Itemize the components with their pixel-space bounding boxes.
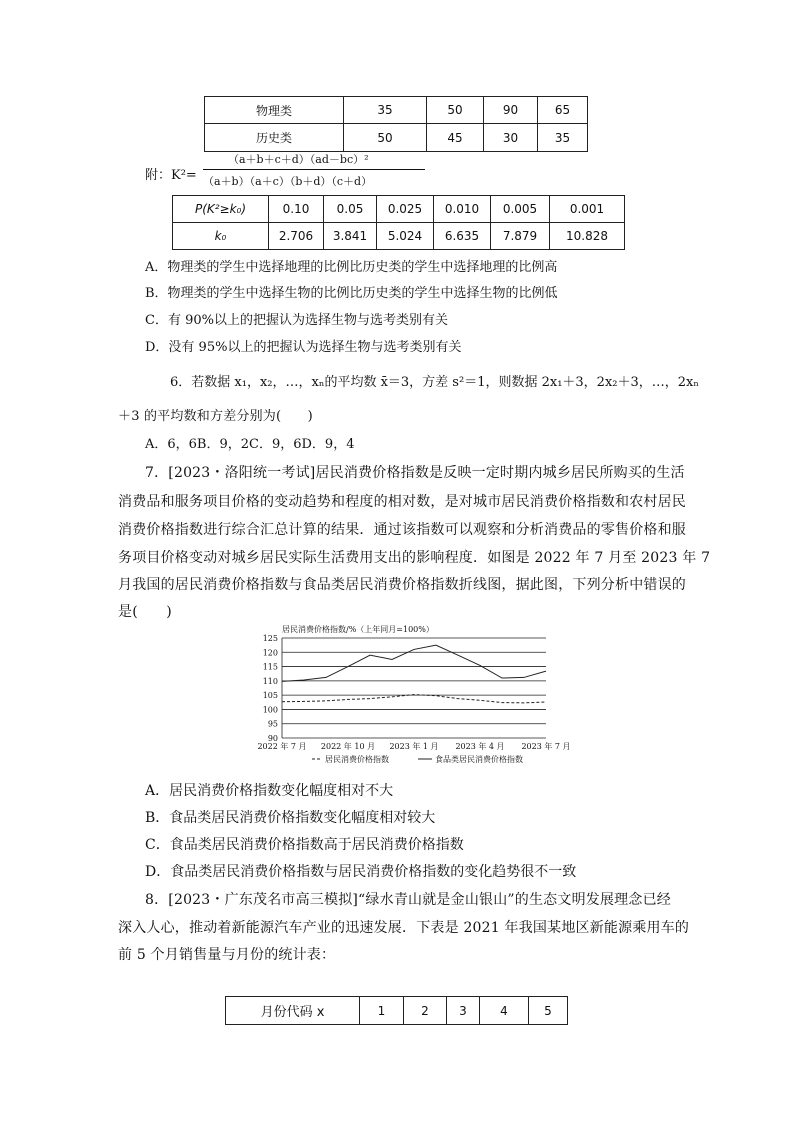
y-tick-label: 110	[262, 676, 278, 686]
table-cell: 90	[484, 97, 538, 124]
table-cell: 45	[427, 124, 484, 152]
q5-option-a: A．物理类的学生中选择地理的比例比历史类的学生中选择地理的比例高	[145, 260, 558, 275]
table-cell: 50	[427, 97, 484, 124]
table-cell: 0.001	[550, 196, 625, 223]
q7-stem-line6: 是( )	[118, 604, 172, 620]
table-header: 月份代码 x	[226, 997, 360, 1025]
y-tick-label: 115	[262, 662, 278, 672]
row-label: 历史类	[205, 124, 344, 152]
q6-options: A．6，6B．9，2C．9，6D．9，4	[145, 437, 355, 452]
table-cell: 0.025	[377, 196, 434, 223]
q8-stem-line1: 8．[2023・广东茂名市高三模拟]“绿水青山就是金山银山”的生态文明发展理念已经	[145, 892, 671, 908]
table-cell: 2	[404, 997, 447, 1025]
table-cell: 2.706	[269, 223, 324, 250]
q7-stem-line4: 务项目价格变动对城乡居民实际生活费用支出的影响程度．如图是 2022 年 7 月至 2023 年 7	[118, 550, 711, 566]
q6-stem-line1: 6．若数据 x₁，x₂，…，xₙ的平均数 x̄＝3，方差 s²＝1，则数据 2x₁＋3，2x₂＋3，…，2xₙ	[170, 375, 699, 390]
table-cell: 5	[529, 997, 568, 1025]
q7-stem-line3: 消费价格指数进行综合汇总计算的结果．通过该指数可以观察和分析消费品的零售价格和服	[118, 522, 686, 538]
table-cell: 35	[538, 124, 588, 152]
q7-option-c: C．食品类居民消费价格指数高于居民消费价格指数	[145, 837, 464, 853]
formula-numerator: （a＋b＋c＋d）（ad－bc）²	[228, 153, 369, 166]
legend-label-cpi: 居民消费价格指数	[325, 755, 389, 764]
x-tick-label: 2023 年 4 月	[455, 742, 505, 751]
table-cell: 65	[538, 97, 588, 124]
formula-prefix: 附：K²=	[145, 168, 197, 183]
table-row	[173, 196, 625, 223]
table-cell: 3	[447, 997, 480, 1025]
table-row	[173, 223, 625, 250]
legend-label-food-cpi: 食品类居民消费价格指数	[435, 755, 523, 764]
x-tick-label: 2023 年 1 月	[389, 742, 439, 751]
y-tick-label: 105	[262, 691, 278, 701]
table-cell: 0.010	[434, 196, 491, 223]
chart-title: 居民消费价格指数/%（上年同月=100%）	[282, 625, 434, 634]
y-tick-label: 120	[262, 648, 278, 658]
table-cell: 0.005	[491, 196, 550, 223]
table-row	[205, 97, 588, 124]
cpi-line-chart	[250, 620, 571, 770]
fraction-bar	[203, 169, 425, 170]
table-cell: 3.841	[324, 223, 377, 250]
q5-option-d: D．没有 95%以上的把握认为选择生物与选考类别有关	[145, 340, 462, 355]
table-cell: 7.879	[491, 223, 550, 250]
q7-stem-line1: 7．[2023・洛阳统一考试]居民消费价格指数是反映一定时期内城乡居民所购买的生活	[145, 465, 685, 481]
table-cell: 30	[484, 124, 538, 152]
formula-denominator: （a＋b）（a＋c）（b＋d）（c＋d）	[203, 175, 373, 188]
table-cell: 6.635	[434, 223, 491, 250]
q7-stem-line5: 月我国的居民消费价格指数与食品类居民消费价格指数折线图，据此图，下列分析中错误的	[118, 577, 686, 593]
x-tick-label: 2022 年 10 月	[320, 742, 376, 751]
row-label: P(K²≥k₀)	[173, 196, 269, 223]
y-tick-label: 90	[267, 734, 278, 743]
sales-table	[225, 996, 568, 1025]
q7-option-a: A．居民消费价格指数变化幅度相对不大	[145, 783, 394, 799]
table-row	[226, 997, 568, 1025]
series-line-food-cpi	[282, 645, 546, 681]
table-cell: 1	[360, 997, 404, 1025]
y-tick-label: 95	[267, 719, 278, 729]
q7-stem-line2: 消费品和服务项目价格的变动趋势和程度的相对数，是对城市居民消费价格指数和农村居民	[118, 494, 686, 510]
row-label: k₀	[173, 223, 269, 250]
table-cell: 4	[480, 997, 529, 1025]
q8-stem-line3: 前 5 个月销售量与月份的统计表：	[118, 947, 336, 963]
row-label: 物理类	[205, 97, 344, 124]
table-cell: 35	[344, 97, 427, 124]
k-table	[172, 195, 625, 250]
q8-stem-line2: 深入人心，推动着新能源汽车产业的迅速发展．下表是 2021 年我国某地区新能源乘用车的	[118, 920, 690, 936]
x-tick-label: 2022 年 7 月	[257, 742, 307, 751]
y-tick-label: 125	[262, 634, 278, 643]
table-cell: 10.828	[550, 223, 625, 250]
table-cell: 0.05	[324, 196, 377, 223]
table-cell: 5.024	[377, 223, 434, 250]
series-line-cpi	[282, 695, 546, 703]
q7-option-d: D．食品类居民消费价格指数与居民消费价格指数的变化趋势很不一致	[145, 864, 577, 880]
table-cell: 50	[344, 124, 427, 152]
table-cell: 0.10	[269, 196, 324, 223]
y-tick-label: 100	[262, 705, 278, 715]
top-table	[204, 96, 588, 152]
table-row	[205, 124, 588, 152]
q5-option-c: C．有 90%以上的把握认为选择生物与选考类别有关	[145, 313, 448, 328]
x-tick-label: 2023 年 7 月	[521, 742, 571, 751]
q5-option-b: B．物理类的学生中选择生物的比例比历史类的学生中选择生物的比例低	[145, 286, 558, 301]
q6-stem-line2: ＋3 的平均数和方差分别为( )	[118, 409, 313, 424]
q7-option-b: B．食品类居民消费价格指数变化幅度相对较大	[145, 810, 436, 826]
